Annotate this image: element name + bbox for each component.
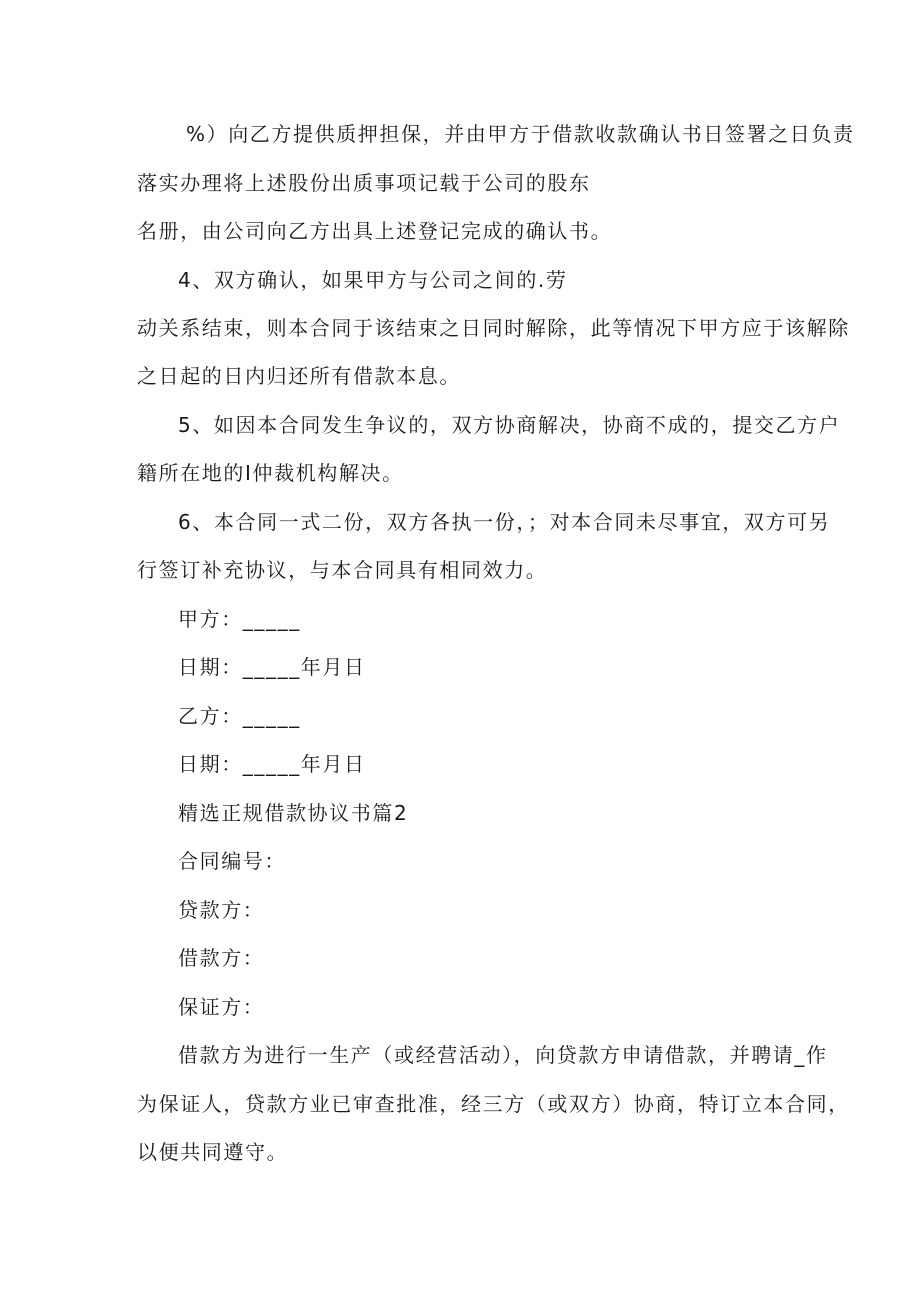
paragraph-line: 借款方为进行一生产（或经营活动），向贷款方申请借款，并聘请_作 bbox=[178, 1043, 828, 1067]
section-heading: 精选正规借款协议书篇2 bbox=[178, 801, 409, 825]
clause-5-line: 5、如因本合同发生争议的，双方协商解决，协商不成的，提交乙方户 bbox=[178, 413, 841, 437]
contract-number-field: 合同编号： bbox=[178, 849, 286, 873]
paragraph-line: 籍所在地的I仲裁机构解决。 bbox=[137, 461, 404, 485]
party-a-date: 日期：_____年月日 bbox=[178, 655, 366, 679]
clause-4-line: 4、双方确认，如果甲方与公司之间的.劳 bbox=[178, 268, 568, 292]
paragraph-line: %）向乙方提供质押担保，并由甲方于借款收款确认书日签署之日负责 bbox=[186, 122, 855, 146]
lender-field: 贷款方： bbox=[178, 898, 265, 922]
clause-6-line: 6、本合同一式二份，双方各执一份，；对本合同未尽事宜，双方可另 bbox=[178, 510, 831, 534]
paragraph-line: 之日起的日内归还所有借款本息。 bbox=[137, 364, 461, 388]
paragraph-line: 为保证人，贷款方业已审查批准，经三方（或双方）协商，特订立本合同， bbox=[137, 1092, 850, 1116]
party-b-date: 日期：_____年月日 bbox=[178, 752, 366, 776]
paragraph-line: 行签订补充协议，与本合同具有相同效力。 bbox=[137, 558, 548, 582]
paragraph-line: 落实办理将上述股份出质事项记载于公司的股东 bbox=[137, 171, 591, 195]
party-a-signature: 甲方：_____ bbox=[178, 607, 301, 631]
borrower-field: 借款方： bbox=[178, 946, 265, 970]
guarantor-field: 保证方： bbox=[178, 995, 265, 1019]
paragraph-line: 以便共同遵守。 bbox=[137, 1140, 289, 1164]
party-b-signature: 乙方：_____ bbox=[178, 704, 301, 728]
paragraph-line: 名册，由公司向乙方出具上述登记完成的确认书。 bbox=[137, 219, 613, 243]
paragraph-line: 动关系结束，则本合同于该结束之日同时解除，此等情况下甲方应于该解除 bbox=[137, 316, 850, 340]
